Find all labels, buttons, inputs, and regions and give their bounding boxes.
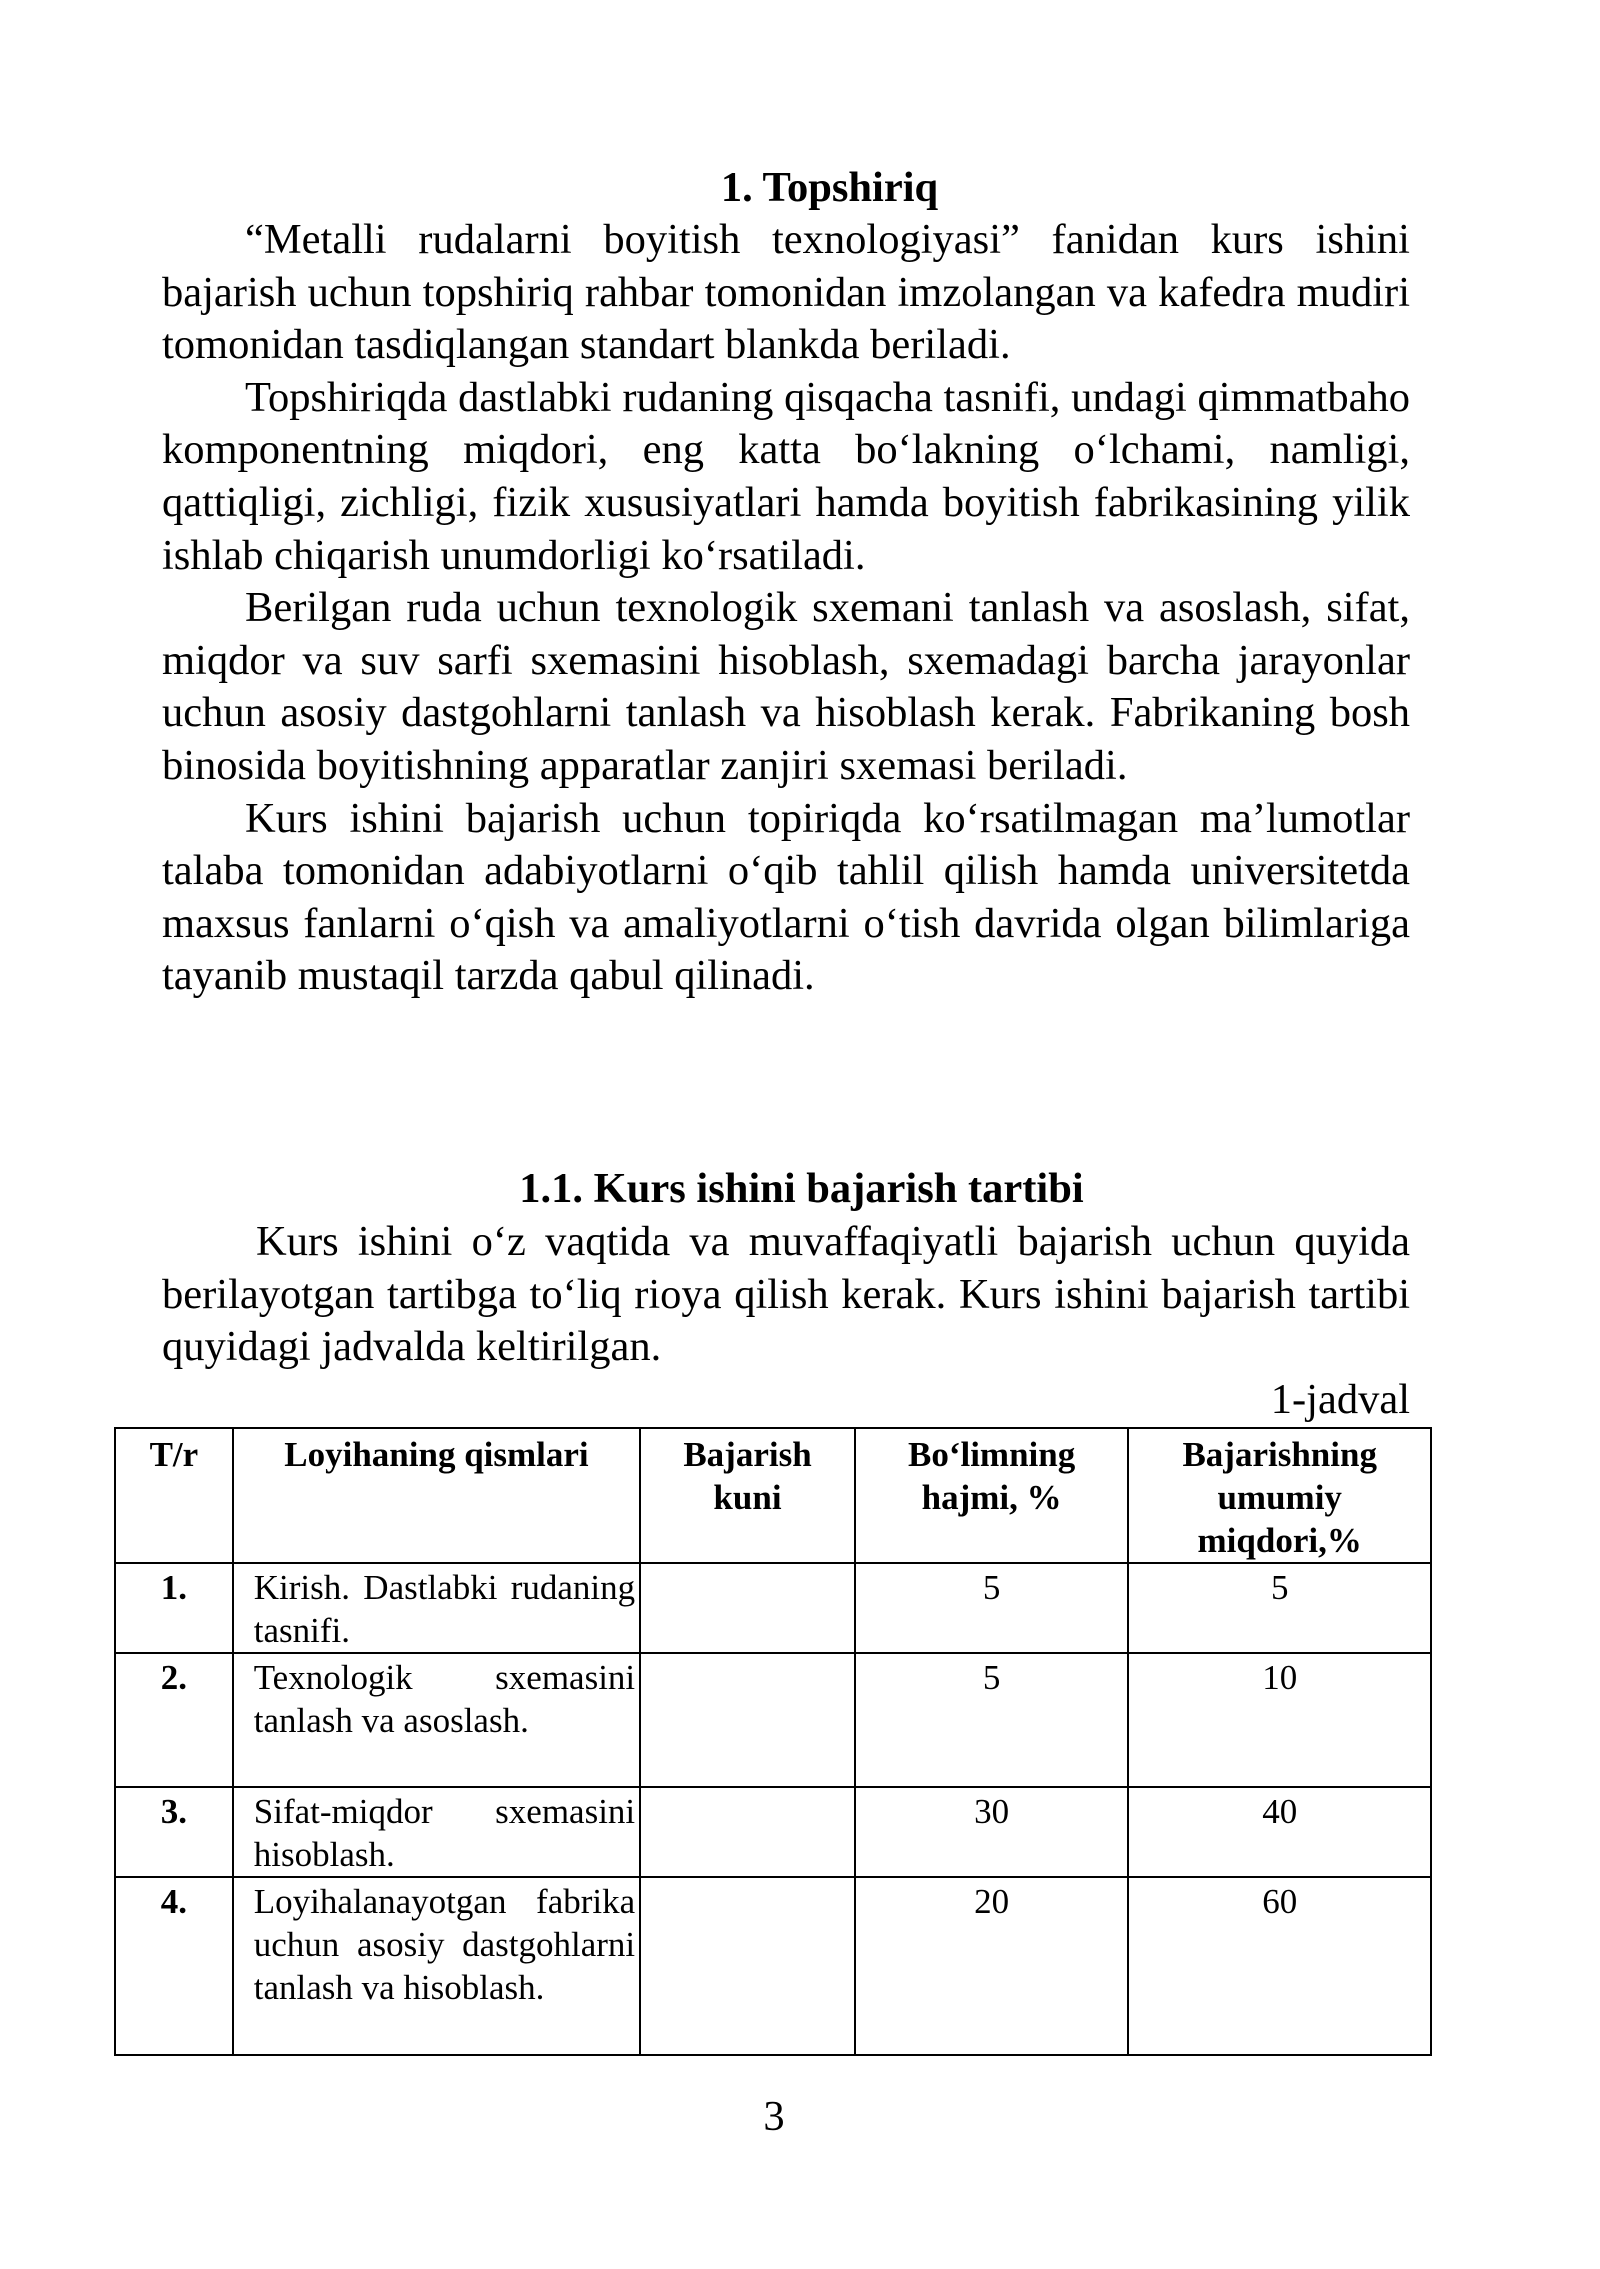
row-total: 5 bbox=[1128, 1563, 1431, 1653]
header-tr: T/r bbox=[115, 1428, 233, 1563]
row-number: 1. bbox=[115, 1563, 233, 1653]
row-total: 60 bbox=[1128, 1877, 1431, 2055]
row-number: 4. bbox=[115, 1877, 233, 2055]
row-part: Sifat-miqdor sxemasini hisoblash. bbox=[233, 1787, 640, 1877]
row-volume: 5 bbox=[855, 1563, 1129, 1653]
page-number: 3 bbox=[763, 2093, 785, 2140]
row-total: 10 bbox=[1128, 1653, 1431, 1787]
paragraph: Kurs ishini bajarish uchun topiriqda ko‘rsatilmagan ma’lumotlar talaba tomonidan adabiyotlarni o‘qib tahlil qilish hamda universitetda maxsus fanlarni o‘qish va amaliyotlarni o‘tish davrida olgan bilimlariga tayanib mustaqil tarzda qabul qilinadi. bbox=[162, 794, 1410, 1000]
row-part: Texnologik sxemasini tanlash va asoslash. bbox=[233, 1653, 640, 1787]
section-body bbox=[162, 214, 1410, 1003]
paragraph: Topshiriqda dastlabki rudaning qisqacha tasnifi, undagi qimmatbaho komponentning miqdori, eng katta bo‘lakning o‘lchami, namligi, qattiqligi, zichligi, fizik xususiyatlari hamda boyitish fabrikasining yilik ishlab chiqarish unumdorligi ko‘rsatiladi. bbox=[162, 373, 1410, 579]
header-total: Bajarishning umumiy miqdori,% bbox=[1128, 1428, 1431, 1563]
row-volume: 5 bbox=[855, 1653, 1129, 1787]
header-parts: Loyihaning qismlari bbox=[233, 1428, 640, 1563]
table-header-row bbox=[115, 1428, 1431, 1563]
row-number: 2. bbox=[115, 1653, 233, 1787]
subsection-body bbox=[162, 1216, 1410, 1374]
row-days bbox=[640, 1787, 855, 1877]
table-row bbox=[115, 1877, 1431, 2055]
table-caption: 1-jadval bbox=[1270, 1376, 1410, 1423]
paragraph: “Metalli rudalarni boyitish texnologiyasi” fanidan kurs ishini bajarish uchun topshiriq rahbar tomonidan imzolangan va kafedra mudiri tomonidan tasdiqlangan standart blankda beriladi. bbox=[162, 216, 1410, 369]
paragraph: Berilgan ruda uchun texnologik sxemani tanlash va asoslash, sifat, miqdor va suv sarfi sxemasini hisoblash, sxemadagi barcha jarayonlar uchun asosiy dastgohlarni tanlash va hisoblash kerak. Fabrikaning bosh binosida boyitishning apparatlar zanjiri sxemasi beriladi. bbox=[162, 584, 1410, 789]
row-days bbox=[640, 1563, 855, 1653]
subsection-title: 1.1. Kurs ishini bajarish tartibi bbox=[519, 1165, 1084, 1212]
section-title: 1. Topshiriq bbox=[720, 164, 939, 211]
header-volume: Bo‘limning hajmi, % bbox=[855, 1428, 1129, 1563]
row-part: Kirish. Dastlabki rudaning tasnifi. bbox=[233, 1563, 640, 1653]
row-volume: 20 bbox=[855, 1877, 1129, 2055]
row-total: 40 bbox=[1128, 1787, 1431, 1877]
table-row bbox=[115, 1653, 1431, 1787]
row-days bbox=[640, 1877, 855, 2055]
work-schedule-table bbox=[114, 1427, 1432, 2056]
row-part: Loyihalanayotgan fabrika uchun asosiy dastgohlarni tanlash va hisoblash. bbox=[233, 1877, 640, 2055]
table-row bbox=[115, 1563, 1431, 1653]
row-days bbox=[640, 1653, 855, 1787]
row-number: 3. bbox=[115, 1787, 233, 1877]
paragraph: Kurs ishini o‘z vaqtida va muvaffaqiyatli bajarish uchun quyida berilayotgan tartibga to‘liq rioya qilish kerak. Kurs ishini bajarish tartibi quyidagi jadvalda keltirilgan. bbox=[162, 1218, 1410, 1371]
row-volume: 30 bbox=[855, 1787, 1129, 1877]
table-row bbox=[115, 1787, 1431, 1877]
header-days: Bajarish kuni bbox=[640, 1428, 855, 1563]
